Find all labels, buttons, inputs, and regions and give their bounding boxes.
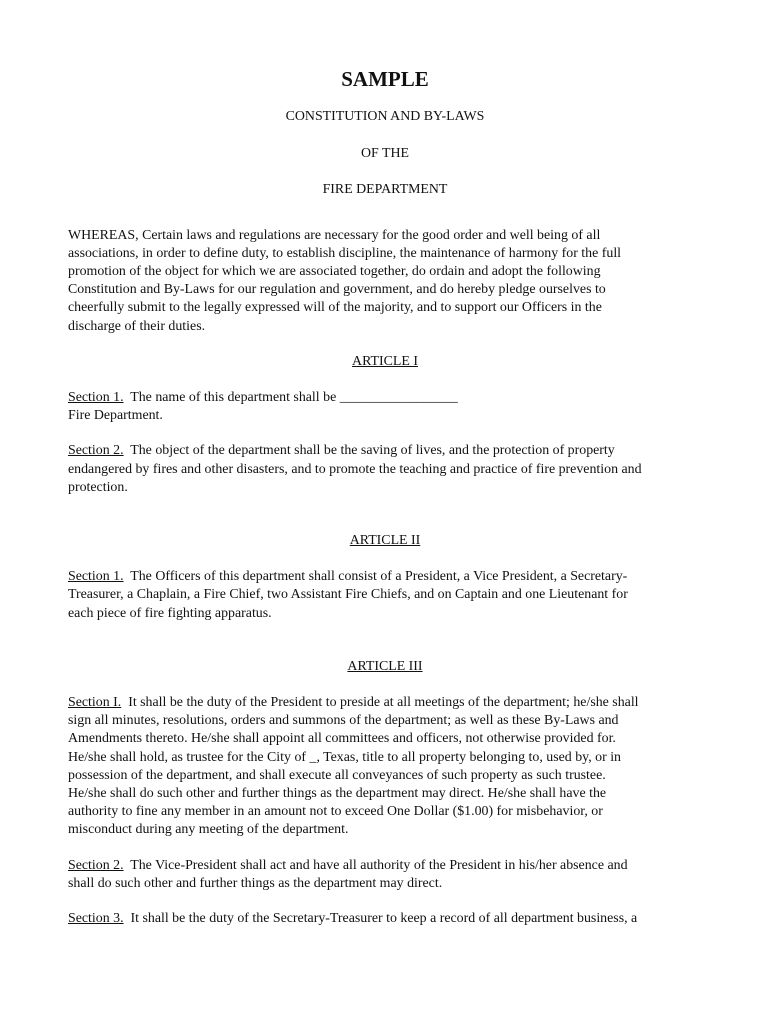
section-first-line [68, 568, 702, 586]
section-line: possession of the department, and shall execute all conveyances of such property as such trustee. [68, 767, 606, 783]
preamble-paragraph [68, 227, 702, 336]
section-line: protection. [68, 479, 128, 495]
section-line: He/she shall do such other and further things as the department may direct. He/she shall have the [68, 786, 607, 802]
section-label: Section I. [68, 695, 122, 711]
document-page [68, 66, 702, 945]
section-paragraph [68, 857, 702, 893]
section-text: The name of this department shall be _________________ [123, 390, 458, 406]
preamble-line: promotion of the object for which we are associated together, do ordain and adopt the following [68, 264, 601, 280]
blank-line [68, 514, 702, 532]
section-line: Amendments thereto. He/she shall appoint all committees and officers, not otherwise provided for. [68, 731, 616, 747]
section-label: Section 2. [68, 443, 124, 459]
section-line: each piece of fire fighting apparatus. [68, 605, 272, 621]
section-label: Section 3. [68, 911, 124, 927]
section-line: sign all minutes, resolutions, orders and summons of the department; as well as these By-Laws and [68, 713, 619, 729]
article-label: ARTICLE I [352, 353, 418, 369]
section-text: It shall be the duty of the President to preside at all meetings of the department; he/she shall [121, 695, 639, 711]
document-title: SAMPLE [341, 67, 429, 91]
section-first-line [68, 442, 702, 460]
article-heading [68, 353, 702, 371]
section-label: Section 2. [68, 857, 124, 873]
section-first-line [68, 857, 702, 875]
preamble-line: associations, in order to define duty, to establish discipline, the maintenance of harmony for the full [68, 245, 622, 261]
section-paragraph [68, 910, 702, 928]
preamble-line: discharge of their duties. [68, 318, 206, 334]
section-line: Treasurer, a Chaplain, a Fire Chief, two Assistant Fire Chiefs, and on Captain and one Lieutenant for [68, 587, 628, 603]
section-paragraph [68, 389, 702, 425]
section-line: Fire Department. [68, 408, 163, 424]
article-heading [68, 532, 702, 550]
blank-line [68, 640, 702, 658]
section-line: authority to fine any member in an amount not to exceed One Dollar ($1.00) for misbehavior, or [68, 804, 603, 820]
article-heading [68, 658, 702, 676]
document-subtitle: CONSTITUTION AND BY-LAWS [285, 109, 485, 124]
section-text: It shall be the duty of the Secretary-Treasurer to keep a record of all department business, a [123, 911, 638, 927]
section-line: endangered by fires and other disasters, and to promote the teaching and practice of fire prevention and [68, 461, 642, 477]
section-paragraph [68, 694, 702, 840]
preamble-line: Constitution and By-Laws for our regulation and government, and do hereby pledge ourselves to [68, 282, 606, 298]
section-label: Section 1. [68, 390, 124, 406]
section-text: The Vice-President shall act and have all authority of the President in his/her absence and [123, 857, 628, 873]
section-line: shall do such other and further things as the department may direct. [68, 875, 443, 891]
document-subtitle: OF THE [361, 145, 409, 161]
section-first-line [68, 910, 702, 928]
section-first-line [68, 694, 702, 712]
section-text: The Officers of this department shall consist of a President, a Vice President, a Secretary- [123, 569, 628, 585]
section-line: He/she shall hold, as trustee for the City of _, Texas, title to all property belonging to, used by, or in [68, 749, 622, 765]
preamble-line: WHEREAS, Certain laws and regulations are necessary for the good order and well being of all [68, 227, 601, 243]
section-line: misconduct during any meeting of the department. [68, 822, 349, 838]
section-label: Section 1. [68, 569, 124, 585]
section-first-line [68, 389, 702, 407]
section-paragraph [68, 568, 702, 623]
preamble-line: cheerfully submit to the legally expressed will of the majority, and to support our Officers in the [68, 300, 602, 316]
document-subtitle: FIRE DEPARTMENT [322, 182, 448, 198]
article-label: ARTICLE III [347, 658, 423, 674]
section-paragraph [68, 442, 702, 497]
section-text: The object of the department shall be the saving of lives, and the protection of property [123, 443, 615, 459]
article-label: ARTICLE II [349, 533, 421, 549]
